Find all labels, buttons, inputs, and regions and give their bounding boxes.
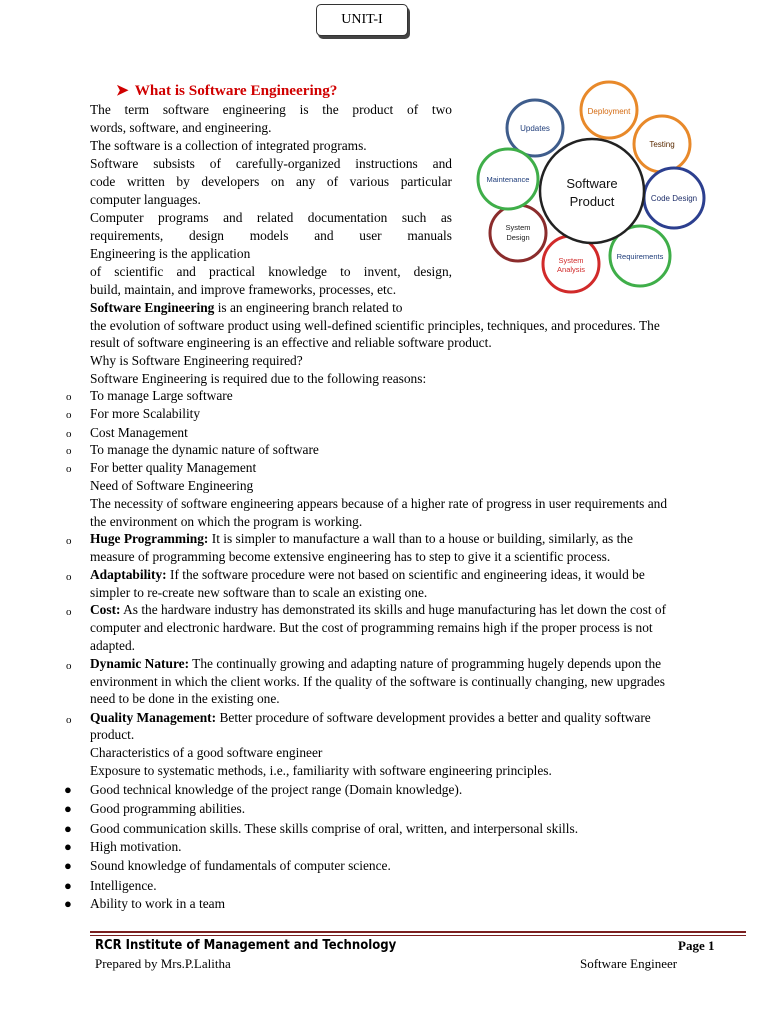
list-item: To manage Large software	[90, 388, 233, 403]
text-line: Computer programs and related documentation such as	[90, 210, 452, 225]
dot-bullet-icon: ●	[64, 821, 72, 836]
circle-bullet-icon: o	[66, 714, 72, 726]
circle-bullet-icon: o	[66, 535, 72, 547]
text-line: Engineering is the application	[90, 246, 251, 261]
petal-maintenance	[478, 149, 538, 209]
text-line: product.	[90, 727, 135, 742]
unit-label: UNIT-I	[316, 4, 408, 36]
text-line: The term software engineering is the product of two	[90, 102, 452, 117]
list-item: Adaptability: If the software procedure were not based on scientific and engineering ideas, it would be	[90, 567, 645, 582]
list-item: For more Scalability	[90, 406, 201, 421]
petal-deployment	[581, 82, 637, 138]
text-line: computer languages.	[90, 192, 201, 207]
text-line: the evolution of software product using well-defined scientific principles, techniques, and procedures. The	[90, 318, 660, 333]
text-line: build, maintain, and improve frameworks, processes, etc.	[90, 282, 397, 297]
circle-bullet-icon: o	[66, 606, 72, 618]
list-item: Cost: As the hardware industry has demonstrated its skills and huge manufacturing has let down the cost of	[90, 602, 667, 617]
petal-system-analysis	[543, 236, 599, 292]
software-product-diagram	[468, 80, 726, 294]
footer-page-number: Page 1	[678, 938, 715, 953]
section-heading: ➤ What is Software Engineering?	[116, 82, 338, 99]
text-line: words, software, and engineering.	[90, 120, 272, 135]
circle-bullet-icon: o	[66, 445, 72, 457]
list-item: Cost Management	[90, 425, 188, 440]
text-line: simpler to re-create new software than to scale an existing one.	[90, 585, 428, 600]
list-item: Quality Management: Better procedure of software development provides a better and quality software	[90, 710, 651, 725]
text-line: Why is Software Engineering required?	[90, 353, 303, 368]
svg-text:Testing: Testing	[649, 140, 675, 149]
svg-text:Design: Design	[506, 233, 530, 242]
list-item: Ability to work in a team	[90, 896, 225, 911]
dot-bullet-icon: ●	[64, 782, 72, 797]
arrow-bullet-icon: ➤	[116, 82, 129, 99]
section-title: Need of Software Engineering	[90, 478, 254, 493]
text-line: the environment on which the program is working.	[90, 514, 363, 529]
text-line: Software Engineering is required due to the following reasons:	[90, 371, 427, 386]
list-item: High motivation.	[90, 839, 182, 854]
footer-divider	[90, 931, 746, 933]
text-line: measure of programming become extensive engineering has to step to give it a scientific process.	[90, 549, 611, 564]
dot-bullet-icon: ●	[64, 801, 72, 816]
footer-divider	[90, 935, 746, 936]
dot-bullet-icon: ●	[64, 878, 72, 893]
text-line: result of software engineering is an effective and reliable software product.	[90, 335, 492, 350]
list-item: Intelligence.	[90, 878, 157, 893]
svg-text:Updates: Updates	[520, 124, 550, 133]
text-line: environment in which the client works. If the quality of the software is continually changing, new upgrades	[90, 674, 665, 689]
petal-updates	[507, 100, 563, 156]
text-line: Exposure to systematic methods, i.e., familiarity with software engineering principles.	[90, 763, 552, 778]
list-item: To manage the dynamic nature of software	[90, 442, 319, 457]
list-item: Good programming abilities.	[90, 801, 246, 816]
list-item: Dynamic Nature: The continually growing and adapting nature of programming hugely depends upon the	[90, 656, 662, 671]
text-line: need to be done in the existing one.	[90, 691, 280, 706]
circle-bullet-icon: o	[66, 409, 72, 421]
circle-bullet-icon: o	[66, 391, 72, 403]
footer-subject: Software Engineer	[580, 956, 678, 971]
text-line: Software subsists of carefully-organized instructions and	[90, 156, 452, 171]
svg-text:System: System	[505, 223, 531, 232]
text-line: computer and electronic hardware. But the cost of programming remains high if the proper process is not	[90, 620, 653, 635]
text-line: The necessity of software engineering appears because of a higher rate of progress in user requirements and	[90, 496, 668, 511]
svg-text:Analysis: Analysis	[557, 265, 585, 274]
circle-bullet-icon: o	[66, 463, 72, 475]
list-item: For better quality Management	[90, 460, 257, 475]
list-item: Huge Programming: It is simpler to manufacture a wall than to a house or building, similarly, as the	[90, 531, 633, 546]
circle-bullet-icon: o	[66, 660, 72, 672]
petal-system-design	[490, 205, 546, 261]
text-line: The software is a collection of integrated programs.	[90, 138, 367, 153]
section-title: Characteristics of a good software engineer	[90, 745, 323, 760]
dot-bullet-icon: ●	[64, 896, 72, 911]
footer-institute: RCR Institute of Management and Technology	[95, 938, 397, 953]
dot-bullet-icon: ●	[64, 839, 72, 854]
svg-text:Requirements: Requirements	[616, 252, 664, 261]
svg-text:System: System	[558, 256, 584, 265]
circle-bullet-icon: o	[66, 428, 72, 440]
text-line: Software Engineering is an engineering branch related to	[90, 300, 403, 315]
list-item: Good technical knowledge of the project range (Domain knowledge).	[90, 782, 463, 797]
list-item: Good communication skills. These skills comprise of oral, written, and interpersonal skills.	[90, 821, 579, 836]
text-line: requirements, design models and user manuals	[90, 228, 452, 243]
petal-code-design	[644, 168, 704, 228]
svg-text:Product: Product	[569, 194, 615, 209]
svg-text:Maintenance: Maintenance	[486, 175, 530, 184]
text-line: adapted.	[90, 638, 135, 653]
svg-text:Code Design: Code Design	[650, 194, 698, 203]
list-item: Sound knowledge of fundamentals of computer science.	[90, 858, 391, 873]
footer-author: Prepared by Mrs.P.Lalitha	[95, 956, 231, 971]
svg-text:Software: Software	[566, 176, 618, 191]
text-line: code written by developers on any of various particular	[90, 174, 452, 189]
circle-bullet-icon: o	[66, 571, 72, 583]
diagram-center	[540, 139, 644, 243]
svg-text:Deployment: Deployment	[587, 107, 631, 116]
text-line: of scientific and practical knowledge to invent, design,	[90, 264, 452, 279]
petal-testing	[634, 116, 690, 172]
dot-bullet-icon: ●	[64, 858, 72, 873]
